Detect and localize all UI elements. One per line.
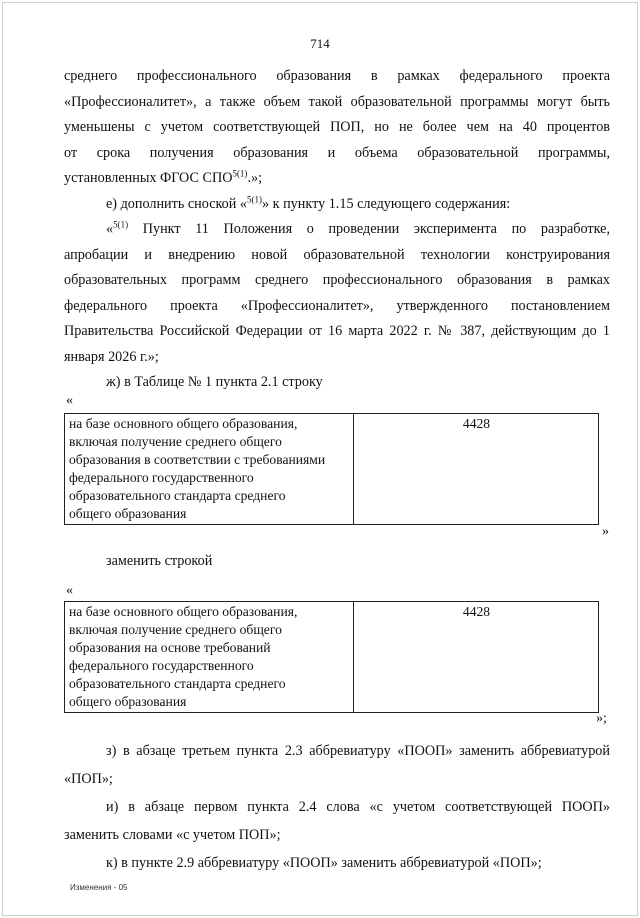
close-quote: » [602,524,609,539]
replace-with-text: заменить строкой [106,553,213,569]
item-k [64,849,610,877]
footnote-ref: 5(1) [113,219,129,230]
cell-line: образования в соответствии с требованиями [69,452,326,467]
open-quote: « [66,583,73,598]
cell-line: образовательного стандарта среднего [69,488,286,503]
item-i [64,793,610,849]
table-cell-value: 4428 [354,602,599,713]
table-cell-value: 4428 [354,414,599,525]
footnote-text [64,217,610,370]
text-line: среднего профессионального образования в рамках федерального проекта [64,68,610,84]
body-text-lower [64,737,610,877]
table-new-row [64,601,599,713]
page-number: 714 [310,36,330,51]
table-old-row [64,413,599,525]
text-line: от срока получения образования и объема образовательной программы, [64,144,610,161]
cell-line: общего образования [69,506,187,521]
footnote-ref: 5(1) [247,193,262,204]
item-e [64,192,610,218]
text-line: уменьшены с учетом соответствующей ПОП, но не более чем на 40 процентов [64,119,610,135]
table-cell-description [65,414,354,525]
cell-line: на базе основного общего образования, [69,604,298,619]
cell-line: федерального государственного [69,658,254,673]
text-line: «ПОП»; [64,771,113,787]
cell-line: включая получение среднего общего [69,434,282,449]
text-line: «Профессионалитет», а также объем такой образовательной программы могут быть [64,93,610,110]
footer-label: Изменения - 05 [70,883,128,892]
item-z [64,737,610,793]
text-line: ж) в Таблице № 1 пункта 2.1 строку [106,374,323,390]
cell-line: общего образования [69,694,187,709]
close-quote-semicolon: »; [596,711,607,726]
table-cell-description [65,602,354,713]
open-quote: « [66,393,73,408]
text-line: к) в пункте 2.9 аббревиатуру «ПООП» заменить аббревиатурой «ПОП»; [106,855,542,871]
text-line: «$^{5(1)}$ Пункт 11 Положения о проведении эксперимента по разработке, [106,219,610,237]
table-row [65,602,599,713]
footnote-ref: 5(1) [232,168,248,179]
body-text-upper [64,64,610,396]
text-line: заменить словами «с учетом ПОП»; [64,827,281,843]
cell-line: образования на основе требований [69,640,271,655]
item-zh [64,370,610,396]
table-row [65,414,599,525]
text-line: з) в абзаце третьем пункта 2.3 аббревиатуру «ПООП» заменить аббревиатурой [106,743,610,759]
text-line: е) дополнить сноской «$^{5(1)}$» к пункту 1.15 следующего содержания: [106,193,511,212]
paragraph-continuation [64,64,610,192]
cell-line: образовательного стандарта среднего [69,676,286,691]
text-line: и) в абзаце первом пункта 2.4 слова «с учетом соответствующей ПООП» [106,799,610,815]
text-line: апробации и внедрению новой образовательной технологии конструирования [64,246,610,263]
text-line: образовательных программ среднего профессионального образования в рамках [64,272,610,288]
cell-line: включая получение среднего общего [69,622,282,637]
text-line: Правительства Российской Федерации от 16 марта 2022 г. № 387, действующим до 1 [64,323,610,339]
text-line: установленных ФГОС $СПО^{5(1)}$.»; [64,168,263,186]
text-line: федерального проекта «Профессионалитет», утвержденного постановлением [64,297,610,314]
text-line: января 2026 г.»; [64,348,159,365]
cell-line: на базе основного общего образования, [69,416,298,431]
cell-line: федерального государственного [69,470,254,485]
